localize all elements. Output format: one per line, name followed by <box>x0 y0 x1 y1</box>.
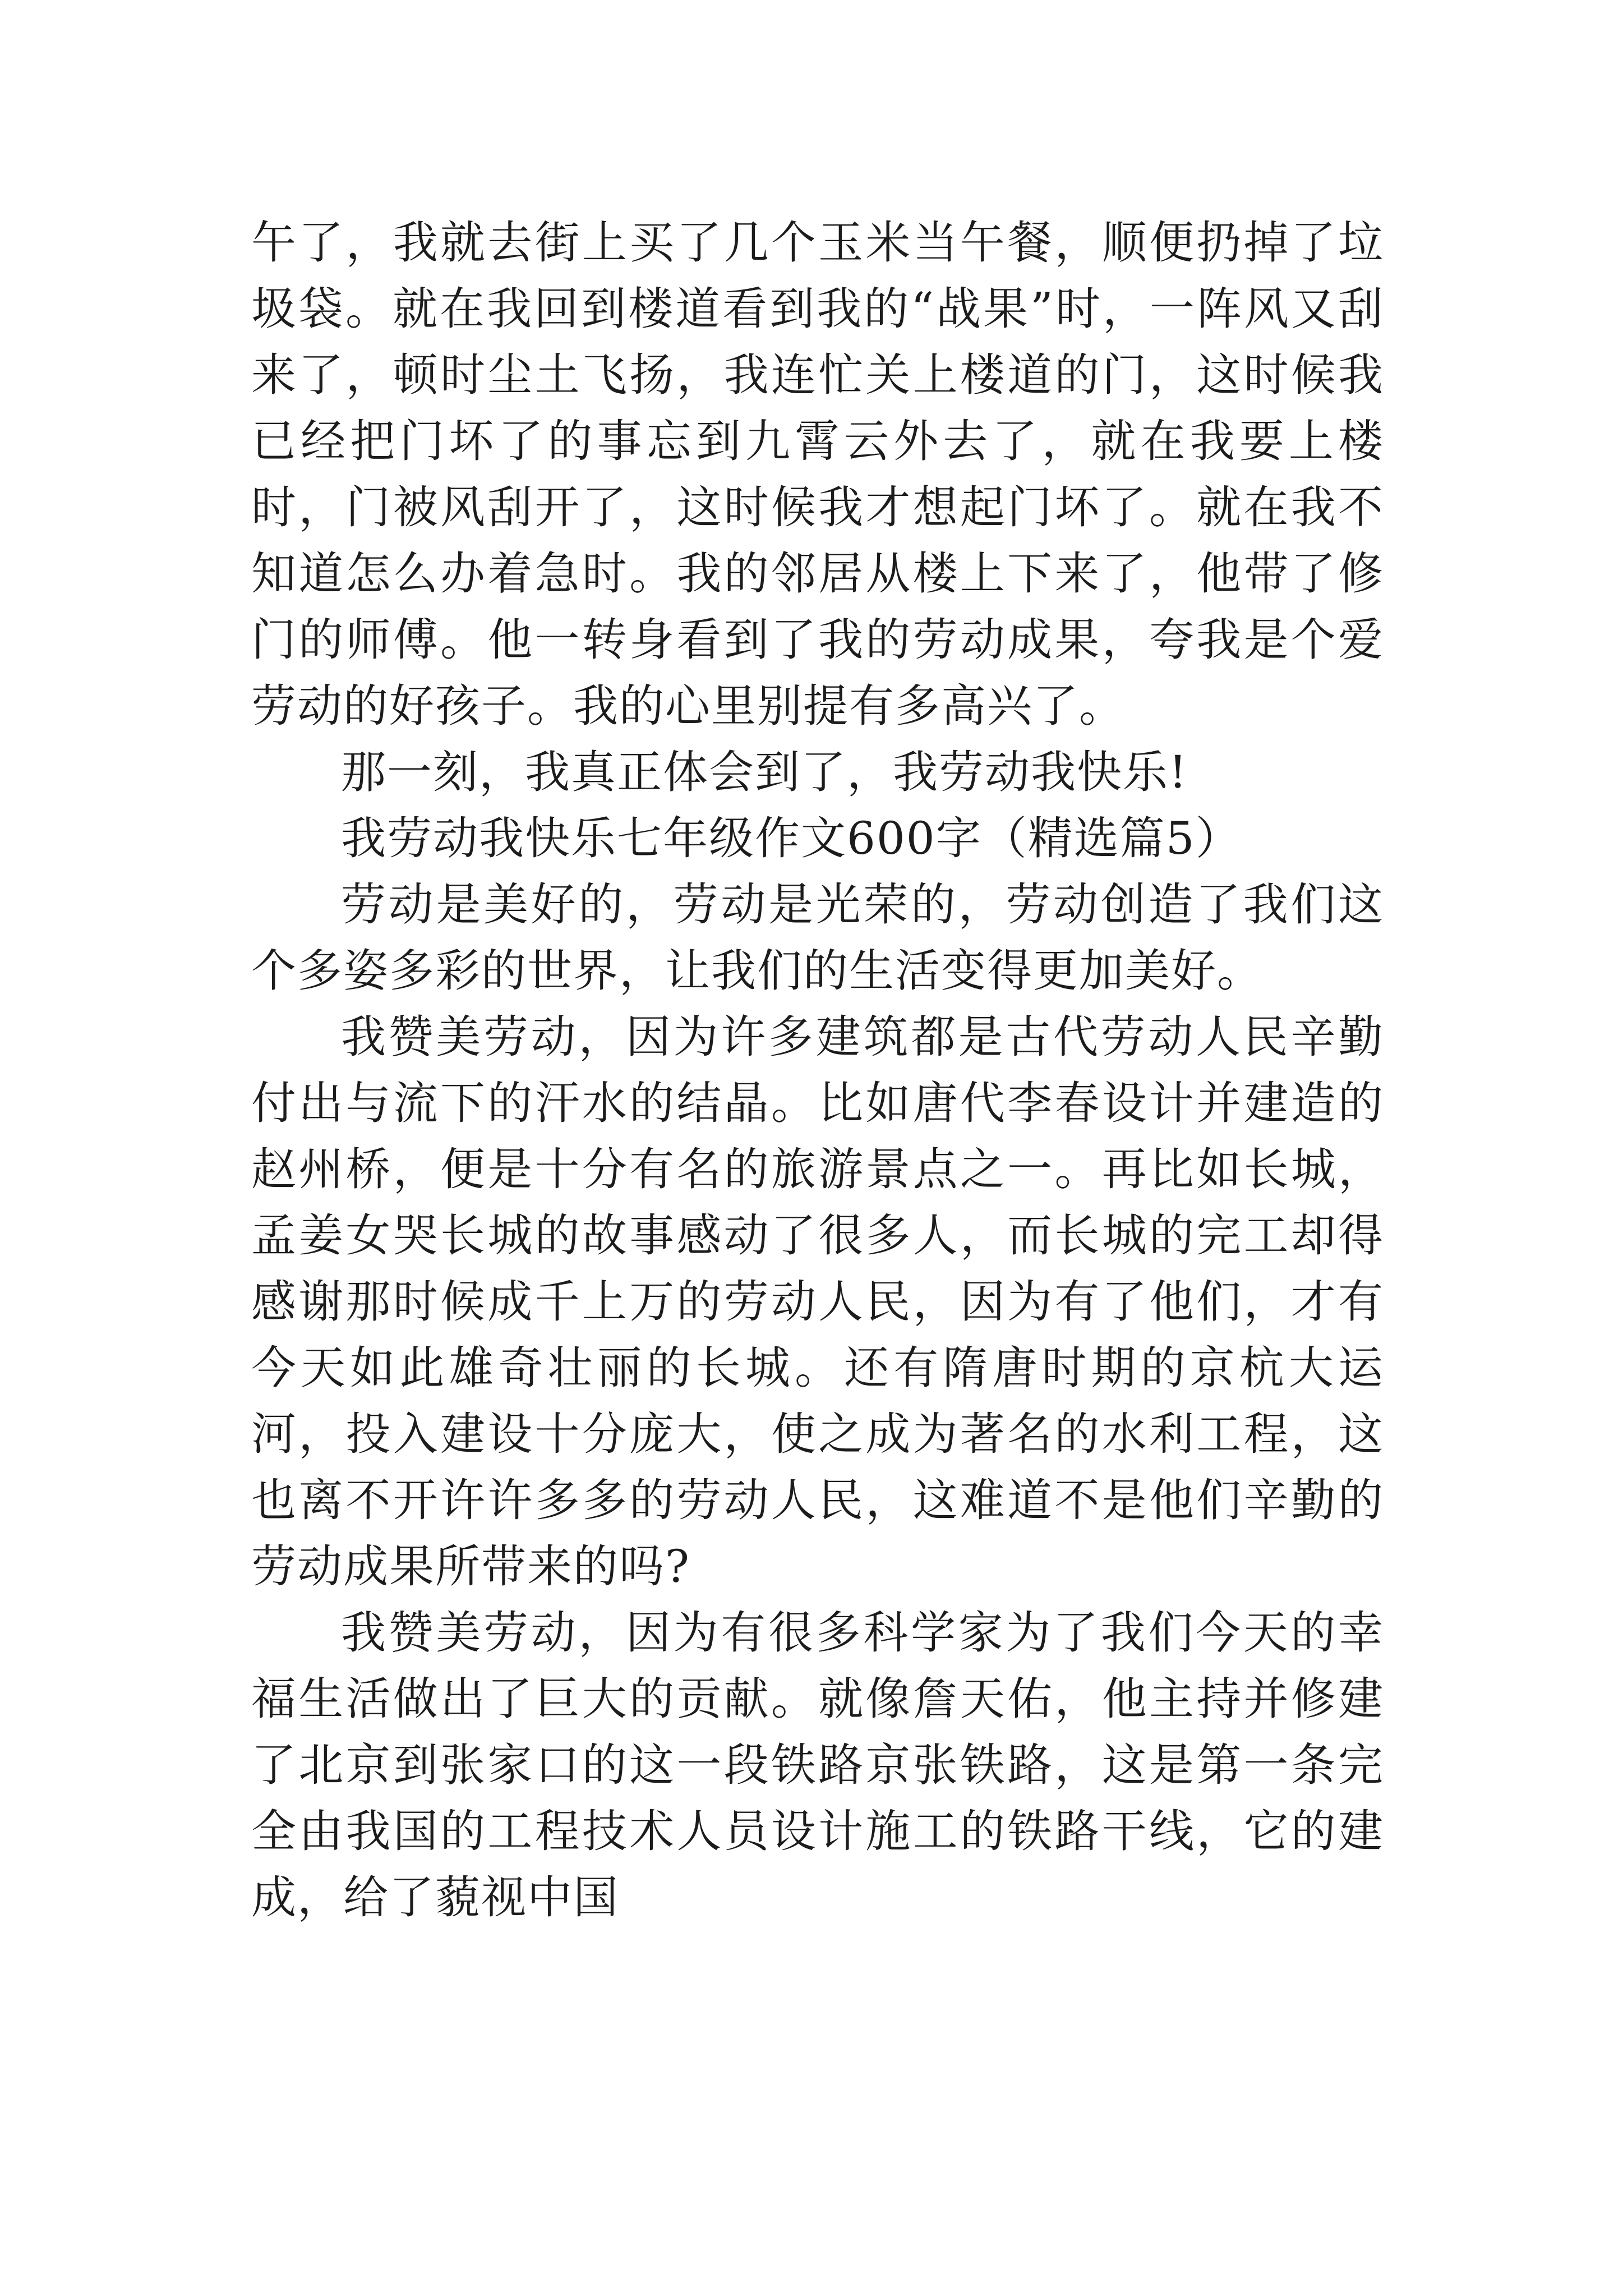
paragraph-continuation: 午了，我就去街上买了几个玉米当午餐，顺便扔掉了垃圾袋。就在我回到楼道看到我的“战果”时，一阵风又刮来了，顿时尘土飞扬，我连忙关上楼道的门，这时候我已经把门坏了的事忘到九霄云外去了，就在我要上楼时，门被风刮开了，这时候我才想起门坏了。就在我不知道怎么办着急时。我的邻居从楼上下来了，他带了修门的师傅。他一转身看到了我的劳动成果，夸我是个爱劳动的好孩子。我的心里别提有多高兴了。 <box>251 217 1384 732</box>
section-heading: 我劳动我快乐七年级作文600字（精选篇5） <box>341 812 1242 864</box>
document-body <box>251 210 1384 1931</box>
paragraph-praise-scientists: 我赞美劳动，因为有很多科学家为了我们今天的幸福生活做出了巨大的贡献。就像詹天佑，他主持并修建了北京到张家口的这一段铁路京张铁路，这是第一条完全由我国的工程技术人员设计施工的铁路干线，它的建成，给了藐视中国 <box>251 1607 1384 1924</box>
paragraph-intro: 劳动是美好的，劳动是光荣的，劳动创造了我们这个多姿多彩的世界，让我们的生活变得更加美好。 <box>251 878 1384 997</box>
paragraph-praise-architecture: 我赞美劳动，因为许多建筑都是古代劳动人民辛勤付出与流下的汗水的结晶。比如唐代李春设计并建造的赵州桥，便是十分有名的旅游景点之一。再比如长城，孟姜女哭长城的故事感动了很多人，而长城的完工却得感谢那时候成千上万的劳动人民，因为有了他们，才有今天如此雄奇壮丽的长城。还有隋唐时期的京杭大运河，投入建设十分庞大，使之成为著名的水利工程，这也离不开许许多多的劳动人民，这难道不是他们辛勤的劳动成果所带来的吗? <box>251 1011 1384 1593</box>
paragraph-conclusion: 那一刻，我真正体会到了，我劳动我快乐! <box>341 746 1188 798</box>
